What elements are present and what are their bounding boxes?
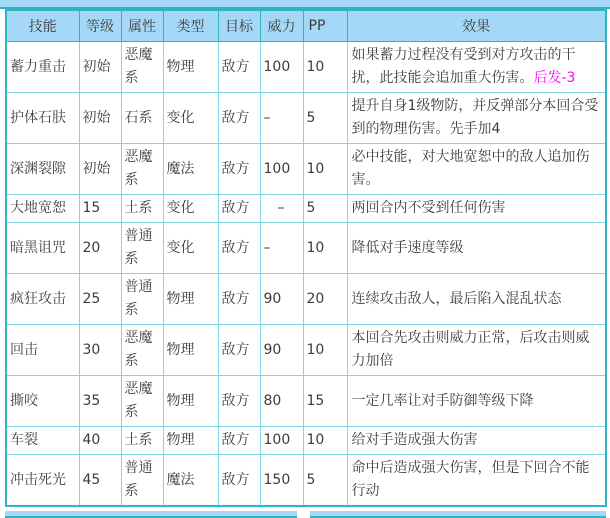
attribute-cell: 恶魔系 — [121, 376, 163, 427]
skill-cell: 冲击死光 — [6, 455, 79, 507]
level-cell: 20 — [79, 223, 121, 274]
power-cell: 90 — [260, 274, 303, 325]
pp-cell: 5 — [303, 93, 347, 144]
effect-text: 如果蓄力过程没有受到对方攻击的干扰，此技能会追加重大伤害。 — [351, 47, 576, 86]
pp-cell: 20 — [303, 274, 347, 325]
table-row — [6, 195, 606, 223]
level-cell: 30 — [79, 325, 121, 376]
column-header-skill: 技能 — [6, 10, 79, 42]
pp-cell: 10 — [303, 427, 347, 455]
effect-text: 给对手造成强大伤害 — [351, 432, 478, 448]
skill-cell: 车裂 — [6, 427, 79, 455]
effect-text: 两回合内不受到任何伤害 — [351, 200, 506, 216]
power-cell: – — [260, 223, 303, 274]
top-strip — [0, 0, 610, 9]
table-row — [6, 376, 606, 427]
effect-note: 后发-3 — [533, 70, 576, 86]
type-cell: 物理 — [163, 427, 218, 455]
target-cell: 敌方 — [218, 144, 260, 195]
table-row — [6, 223, 606, 274]
power-cell: 100 — [260, 42, 303, 93]
power-cell: – — [260, 93, 303, 144]
power-cell: 150 — [260, 455, 303, 507]
type-cell: 物理 — [163, 376, 218, 427]
attribute-cell: 普通系 — [121, 274, 163, 325]
target-cell: 敌方 — [218, 455, 260, 507]
bottom-strip-right — [310, 511, 606, 518]
attribute-cell: 普通系 — [121, 223, 163, 274]
skill-cell: 疯狂攻击 — [6, 274, 79, 325]
column-header-pp: PP — [303, 10, 347, 42]
pp-cell: 5 — [303, 455, 347, 507]
effect-cell — [347, 427, 606, 455]
header-row — [6, 10, 606, 42]
target-cell: 敌方 — [218, 376, 260, 427]
power-cell: – — [260, 195, 303, 223]
table-row — [6, 325, 606, 376]
effect-text: 降低对手速度等级 — [351, 239, 464, 256]
power-cell: 100 — [260, 144, 303, 195]
pp-cell: 10 — [303, 223, 347, 274]
column-header-effect: 效果 — [347, 10, 606, 42]
skill-cell: 深渊裂隙 — [6, 144, 79, 195]
effect-cell — [347, 144, 606, 195]
level-cell: 初始 — [79, 93, 121, 144]
target-cell: 敌方 — [218, 274, 260, 325]
table-row — [6, 274, 606, 325]
column-header-target: 目标 — [218, 10, 260, 42]
attribute-cell: 恶魔系 — [121, 42, 163, 93]
attribute-cell: 普通系 — [121, 455, 163, 507]
table-row — [6, 42, 606, 93]
level-cell: 15 — [79, 195, 121, 223]
skill-cell: 回击 — [6, 325, 79, 376]
pp-cell: 15 — [303, 376, 347, 427]
pp-cell: 10 — [303, 144, 347, 195]
table-header — [6, 10, 606, 42]
table-row — [6, 93, 606, 144]
skill-cell: 大地宽恕 — [6, 195, 79, 223]
column-header-type: 类型 — [163, 10, 218, 42]
effect-cell — [347, 325, 606, 376]
skills-table-body — [6, 42, 606, 507]
table-row — [6, 427, 606, 455]
skill-cell: 蓄力重击 — [6, 42, 79, 93]
level-cell: 35 — [79, 376, 121, 427]
skill-cell: 护体石肤 — [6, 93, 79, 144]
attribute-cell: 石系 — [121, 93, 163, 144]
effect-text: 连续攻击敌人，最后陷入混乱状态 — [351, 290, 562, 307]
type-cell: 魔法 — [163, 144, 218, 195]
effect-text: 提升自身1级物防，并反弹部分本回合受到的物理伤害。先手加4 — [351, 98, 599, 137]
bottom-strip-left — [5, 511, 297, 518]
effect-text: 一定几率让对手防御等级下降 — [351, 392, 534, 409]
target-cell: 敌方 — [218, 223, 260, 274]
type-cell: 变化 — [163, 93, 218, 144]
skill-cell: 撕咬 — [6, 376, 79, 427]
skills-table — [5, 9, 607, 507]
table-row — [6, 144, 606, 195]
effect-cell — [347, 195, 606, 223]
level-cell: 40 — [79, 427, 121, 455]
target-cell: 敌方 — [218, 42, 260, 93]
level-cell: 初始 — [79, 144, 121, 195]
column-header-attribute: 属性 — [121, 10, 163, 42]
skill-cell: 暗黑诅咒 — [6, 223, 79, 274]
pp-cell: 5 — [303, 195, 347, 223]
target-cell: 敌方 — [218, 195, 260, 223]
effect-text: 必中技能，对大地宽恕中的敌人追加伤害。 — [351, 149, 590, 188]
type-cell: 物理 — [163, 42, 218, 93]
target-cell: 敌方 — [218, 93, 260, 144]
column-header-power: 威力 — [260, 10, 303, 42]
effect-cell — [347, 93, 606, 144]
table-row — [6, 455, 606, 507]
level-cell: 25 — [79, 274, 121, 325]
effect-text: 命中后造成强大伤害，但是下回合不能行动 — [351, 460, 590, 499]
power-cell: 80 — [260, 376, 303, 427]
attribute-cell: 恶魔系 — [121, 144, 163, 195]
attribute-cell: 恶魔系 — [121, 325, 163, 376]
effect-cell — [347, 376, 606, 427]
power-cell: 100 — [260, 427, 303, 455]
effect-cell — [347, 42, 606, 93]
target-cell: 敌方 — [218, 427, 260, 455]
level-cell: 45 — [79, 455, 121, 507]
type-cell: 物理 — [163, 274, 218, 325]
attribute-cell: 土系 — [121, 195, 163, 223]
type-cell: 魔法 — [163, 455, 218, 507]
power-cell: 90 — [260, 325, 303, 376]
effect-cell — [347, 223, 606, 274]
effect-cell — [347, 274, 606, 325]
column-header-level: 等级 — [79, 10, 121, 42]
effect-text: 本回合先攻击则威力正常，后攻击则威力加倍 — [351, 330, 590, 369]
type-cell: 物理 — [163, 325, 218, 376]
type-cell: 变化 — [163, 195, 218, 223]
effect-cell — [347, 455, 606, 507]
target-cell: 敌方 — [218, 325, 260, 376]
type-cell: 变化 — [163, 223, 218, 274]
pp-cell: 10 — [303, 325, 347, 376]
pp-cell: 10 — [303, 42, 347, 93]
level-cell: 初始 — [79, 42, 121, 93]
attribute-cell: 土系 — [121, 427, 163, 455]
